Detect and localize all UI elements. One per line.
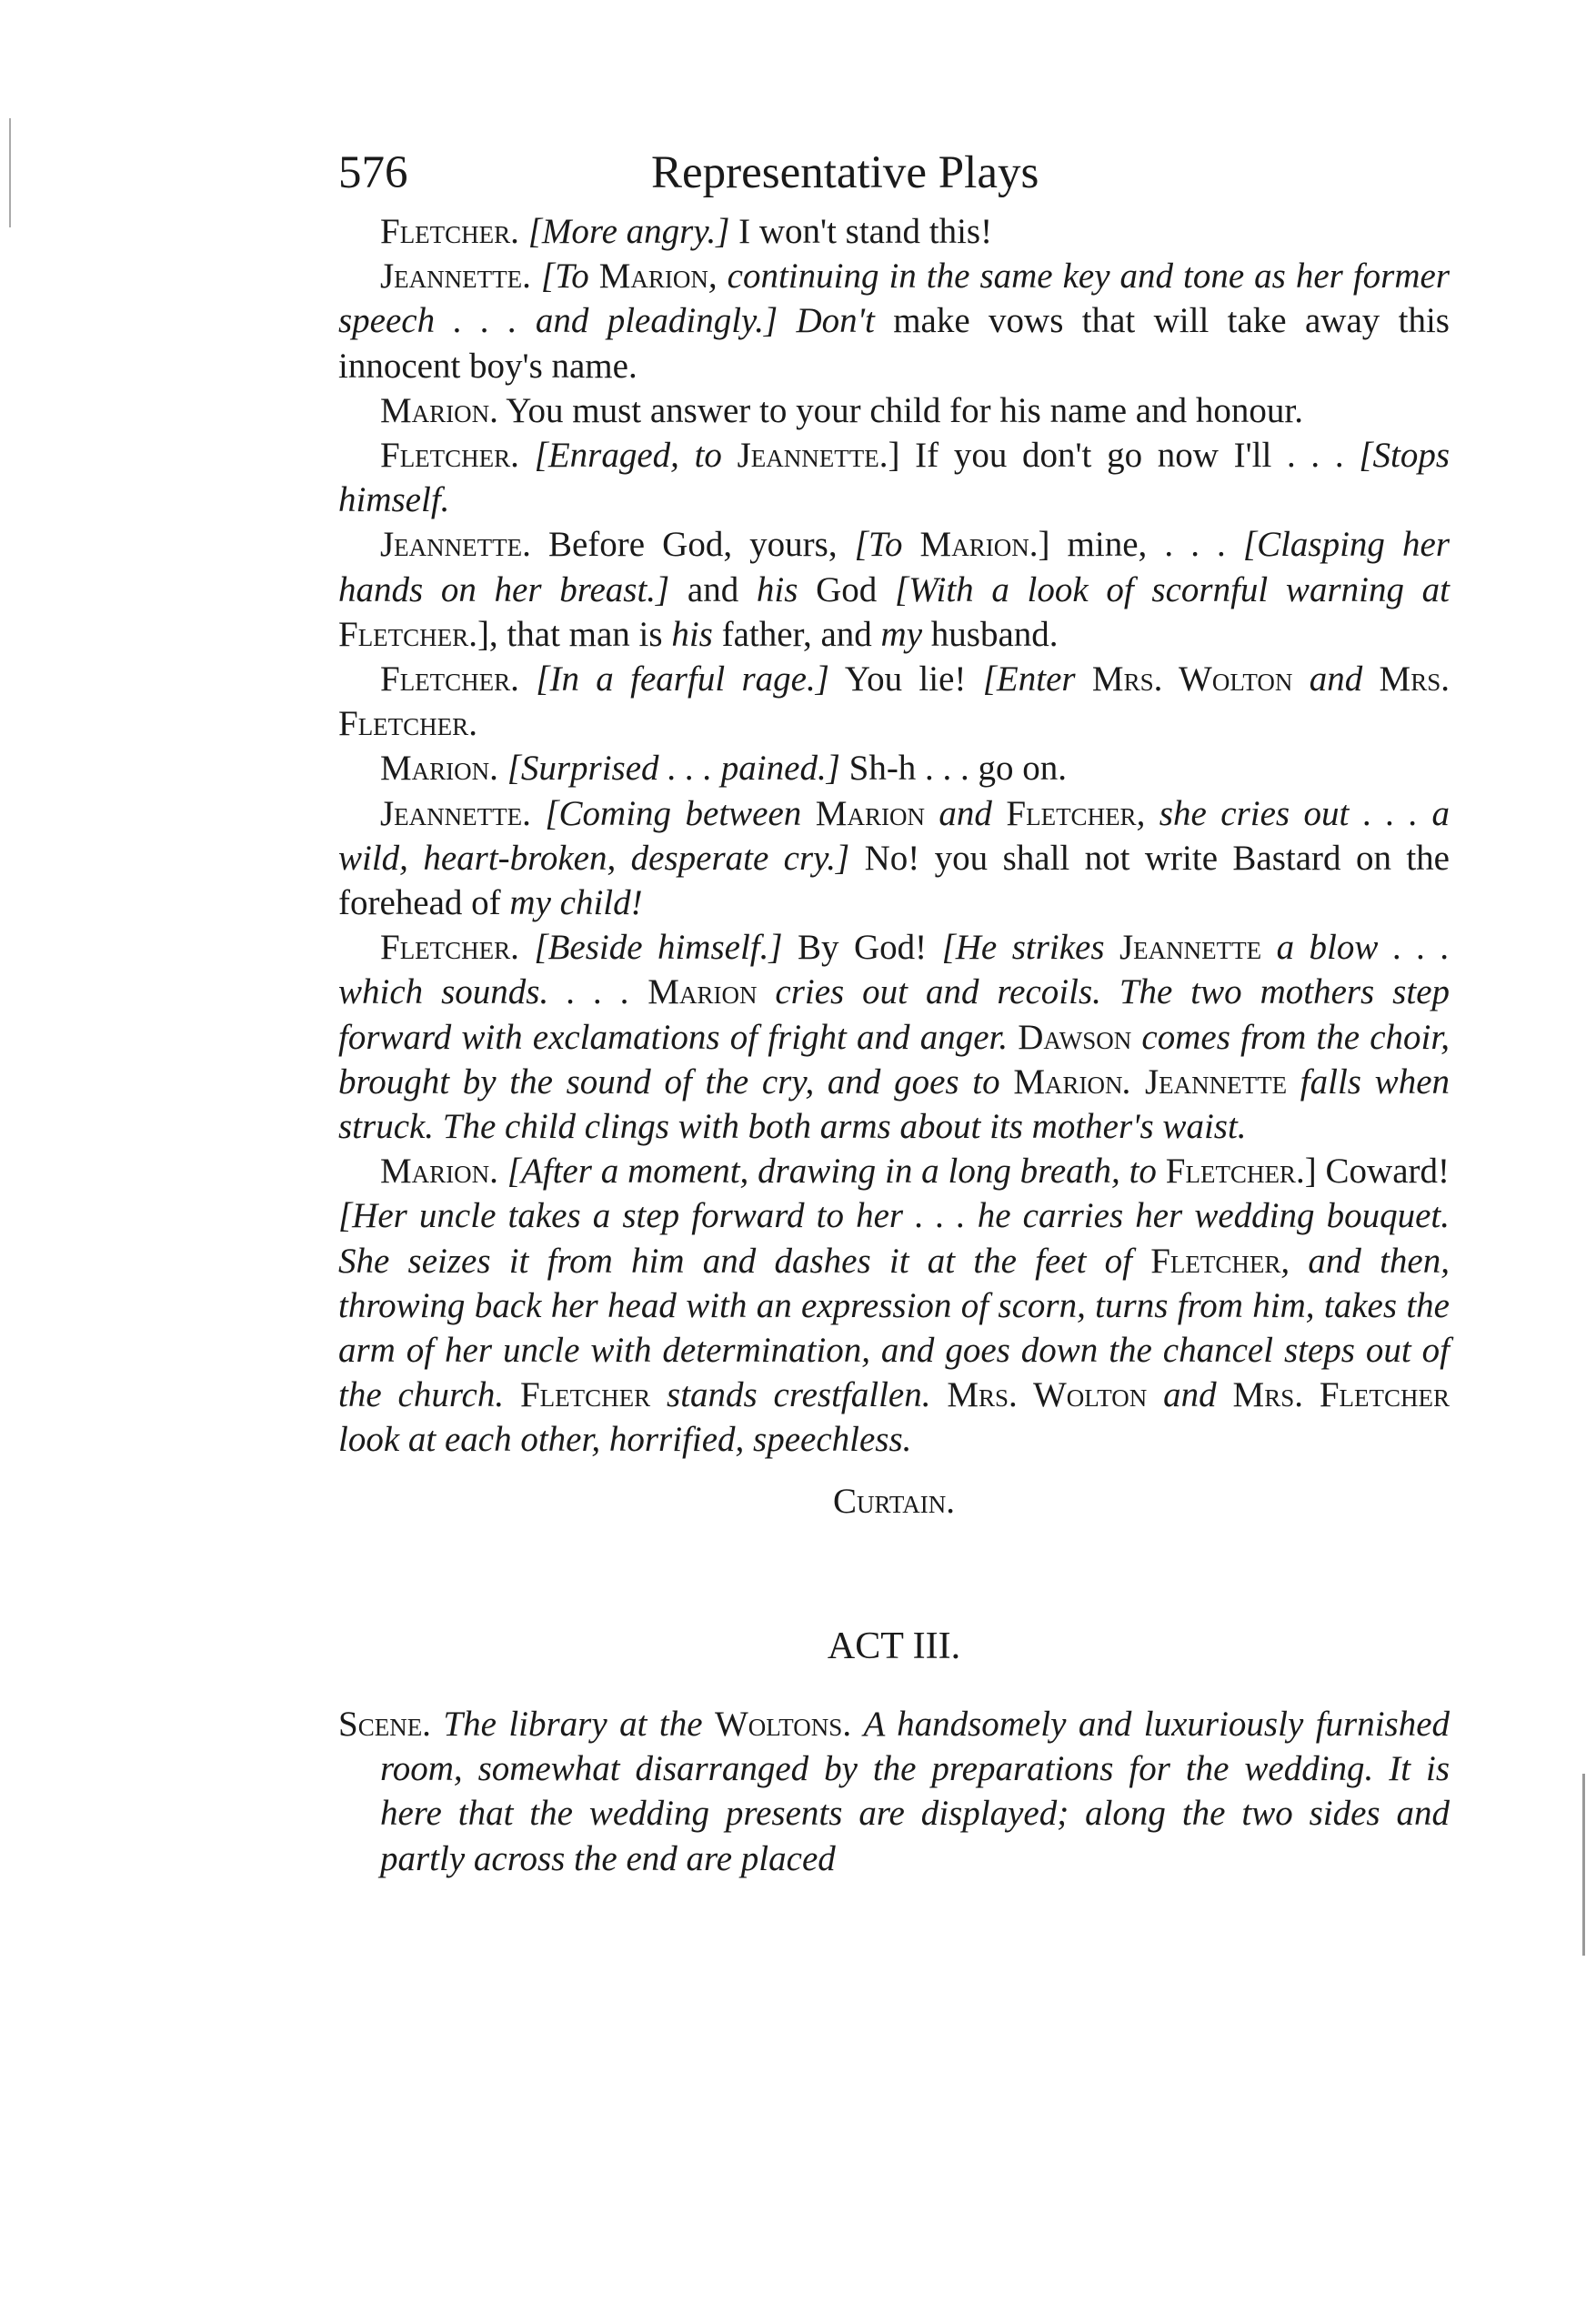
dialogue-text: [519, 659, 536, 699]
stage-direction: [To: [540, 257, 599, 297]
dialogue-text: .: [468, 704, 477, 744]
speech: [338, 209, 1450, 254]
character-name: Fletcher: [519, 1375, 651, 1415]
character-name: Marion: [815, 793, 925, 833]
stage-direction: [Stops himself.: [338, 436, 1450, 520]
dialogue-text: No! you shall not write Bastard on the forehead of: [338, 838, 1450, 923]
speech: [338, 746, 1450, 790]
stage-direction: comes from the choir, brought by the sound of the cry, and goes to: [338, 1017, 1450, 1102]
dialogue-text: You must answer to your child for his name and honour.: [497, 390, 1303, 430]
dialogue-text: [519, 436, 535, 475]
dialogue-text: [531, 794, 545, 833]
act-heading: ACT III.: [827, 1625, 961, 1667]
dialogue-text: [498, 749, 507, 788]
character-name: Woltons: [714, 1704, 843, 1744]
dialogue-text: I won't stand this!: [729, 212, 993, 251]
stage-direction: .: [1122, 1061, 1145, 1102]
stage-direction: a blow . . . which sounds. . . .: [338, 928, 1450, 1012]
character-name: Marion: [647, 972, 758, 1012]
character-name: Fletcher: [1165, 1152, 1296, 1192]
stage-direction: my child!: [509, 883, 643, 923]
stage-direction: [Coming between: [545, 793, 816, 833]
dialogue-text: [519, 212, 528, 251]
stage-direction: [Clasping her hands on her breast.]: [338, 525, 1450, 609]
character-name: Marion: [1013, 1061, 1123, 1102]
character-name: Mrs. Fletcher: [1232, 1375, 1450, 1415]
dialogue-text: .: [842, 1704, 864, 1744]
stage-direction: and: [1147, 1375, 1233, 1415]
speaker-name: Fletcher.: [380, 659, 519, 699]
dialogue-text: .]: [878, 436, 900, 476]
stage-direction: [Enraged, to: [534, 436, 738, 476]
character-name: Marion: [598, 257, 708, 297]
dialogue-text: father, and: [712, 614, 881, 654]
stage-direction: cries out and recoils. The two mothers step forward with exclamations of fright and anger.: [338, 972, 1450, 1057]
character-name: Jeannette: [1144, 1061, 1288, 1102]
speech: [338, 657, 1450, 746]
dialogue-text: God: [798, 569, 895, 609]
dialogue-text: [531, 257, 541, 296]
dialogue-text: [431, 1705, 443, 1744]
dialogue-text: make vows that will take away this innocent boy's name.: [338, 301, 1450, 386]
stage-direction: A handsomely and luxuriously furnished room, somewhat disarranged by the preparations for the wedding. It is here that the wedding presents are displayed; along the two sides and partly across the end are placed: [380, 1704, 1450, 1878]
dialogue-text: Before God, yours,: [530, 525, 855, 565]
character-name: Mrs. Wolton: [1091, 659, 1293, 699]
stage-direction: , continuing in the same key and tone as her former speech . . . and pleadingly.]: [338, 257, 1450, 341]
speaker-name: Jeannette.: [380, 793, 531, 833]
stage-direction: my: [880, 614, 923, 654]
character-name: Jeannette: [737, 436, 879, 476]
stage-direction: , and then, throwing back her head with an expression of scorn, turns from him, takes the arm of her uncle with determination, and goes down the chancel steps out of the church.: [338, 1241, 1450, 1415]
dialogue-text: and: [669, 569, 757, 609]
character-name: Marion: [919, 525, 1029, 565]
dialogue-text: By God!: [782, 928, 942, 968]
stage-direction: [Surprised . . . pained.]: [507, 749, 840, 789]
dialogue-text: [498, 1152, 507, 1191]
stage-direction: [Enter: [982, 659, 1092, 699]
dialogue-text: [519, 928, 534, 967]
scene-label: Scene.: [338, 1704, 431, 1744]
page-header: [338, 136, 1450, 209]
stage-direction: and: [1292, 659, 1380, 699]
character-name: Fletcher: [1150, 1241, 1281, 1281]
speaker-name: Marion.: [380, 1152, 498, 1192]
dialogue-text: .], that man is: [468, 614, 672, 654]
stage-direction: [With a look of scornful warning at: [894, 569, 1450, 609]
speaker-name: Fletcher.: [380, 212, 519, 251]
stage-direction: [To: [854, 525, 920, 565]
stage-direction: [Beside himself.]: [534, 928, 783, 968]
character-name: Mrs. Wolton: [947, 1375, 1148, 1415]
stage-direction: The library at the: [443, 1704, 715, 1744]
speaker-name: Marion.: [380, 390, 498, 430]
speech: [338, 791, 1450, 926]
speech: [338, 388, 1450, 433]
play-text: [338, 209, 1450, 1881]
stage-direction: stands crestfallen.: [650, 1375, 948, 1415]
speech: [338, 522, 1450, 657]
stage-direction: Don't: [796, 301, 875, 341]
speech: [338, 433, 1450, 522]
speech: [338, 925, 1450, 1149]
dialogue-text: .]: [1295, 1152, 1317, 1192]
stage-direction: his: [671, 614, 713, 654]
stage-direction: his: [756, 569, 798, 609]
character-name: Fletcher: [338, 614, 469, 654]
book-page: [338, 136, 1450, 1881]
dialogue-text: [778, 301, 796, 340]
scene-description: [338, 1702, 1450, 1881]
dialogue-text: Coward!: [1316, 1152, 1450, 1192]
speaker-name: Fletcher.: [380, 436, 519, 476]
speech: [338, 254, 1450, 388]
speech: [338, 1149, 1450, 1462]
dialogue-text: husband.: [922, 614, 1059, 654]
stage-direction: [In a fearful rage.]: [536, 659, 829, 699]
scan-edge-mark-right: [1582, 1774, 1585, 1956]
speaker-name: Jeannette.: [380, 525, 531, 565]
stage-direction: , she cries out . . . a wild, heart-broken, desperate cry.]: [338, 793, 1450, 878]
speaker-name: Marion.: [380, 749, 498, 789]
stage-direction: [After a moment, drawing in a long breath, to: [507, 1152, 1166, 1192]
speech-list: [338, 209, 1450, 1463]
dialogue-text: Sh-h . . . go on.: [839, 749, 1068, 789]
running-title: Representative Plays: [651, 147, 1039, 198]
stage-direction: falls when struck. The child clings with both arms about its mother's waist.: [338, 1061, 1450, 1147]
stage-direction: [He strikes: [941, 928, 1119, 968]
character-name: Jeannette: [1119, 928, 1262, 968]
stage-direction: [Her uncle takes a step forward to her . . . he carries her wedding bouquet. She seizes it from him and dashes it at the feet of: [338, 1196, 1450, 1281]
dialogue-text: If you don't go now I'll . . .: [899, 436, 1360, 476]
stage-direction: and: [924, 793, 1007, 833]
scan-edge-mark-left: [9, 118, 11, 227]
page-number: 576: [338, 147, 408, 198]
dialogue-text: .] mine, . . .: [1029, 525, 1243, 565]
stage-direction: look at each other, horrified, speechless.: [338, 1420, 912, 1460]
curtain-line: Curtain.: [833, 1481, 955, 1521]
speaker-name: Fletcher.: [380, 928, 519, 968]
stage-direction: [More angry.]: [527, 212, 730, 251]
character-name: Mrs. Fletcher: [338, 659, 1450, 744]
speaker-name: Jeannette.: [380, 257, 531, 297]
character-name: Fletcher: [1006, 793, 1137, 833]
dialogue-text: You lie!: [828, 659, 983, 699]
character-name: Dawson: [1018, 1017, 1132, 1057]
